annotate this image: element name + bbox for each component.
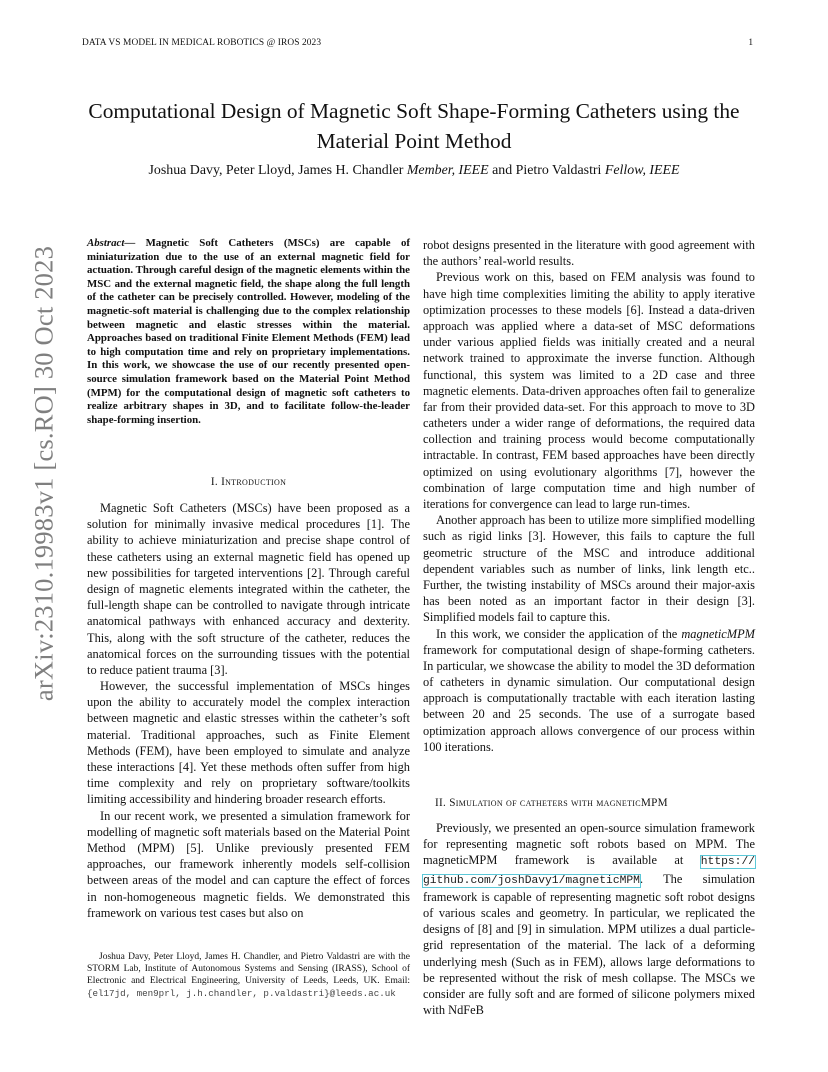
running-title: DATA VS MODEL IN MEDICAL ROBOTICS @ IROS 2023 [82,38,322,48]
introduction-body [87,500,410,921]
right-paragraph-another-approach: Another approach has been to utilize more simplified modelling such as rigid links [3]. However, this fails to capture the full geometric structure of the MSC and introduce additional dependent variables such as number of links, link length etc.. Further, the twisting instability of MSCs around their major-axis has been noted as an important factor in their design [3]. Simplified models fail to capture this. [423,513,755,625]
repository-link-part-1[interactable]: https:// [700,856,755,869]
author-role-2: Fellow, IEEE [604,163,680,178]
intro-paragraph-2: However, the successful implementation of MSCs hinges upon the ability to accurately model the complex interaction between magnetic and elastic stresses within the catheter’s soft material. Traditional approaches, such as Finite Element Methods (FEM), have been employed to simulate and analyze these interactions [4]. Yet these methods often suffer from high time complexity and rely on proprietary software/toolkits limiting accessibility and hindering broader research efforts. [87,679,410,807]
section-heading-simulation [423,797,765,809]
right-paragraph-this-work [423,626,755,756]
authors-part-1: Joshua Davy, Peter Lloyd, James H. Chandler [148,163,407,178]
simulation-text-post: . The simulation framework is capable of representing magnetic soft robot designs of various scales and geometry. In particular, we replicated the designs of [8] and [9] in simulation. MPM utilizes a dual particle-grid representation of the material. The lack of a deforming underlying mesh (Such as in FEM), allows large deformations to be represented without the risk of mesh collapse. The MSCs we consider are fully soft and are formed of silicone polymers mixed with NdFeB [423,871,755,1018]
section-2-title: Simulation of catheters with magneticMPM [449,797,668,809]
paper-title: Computational Design of Magnetic Soft Shape-Forming Catheters using the Material Point Method [88,99,740,153]
section-2-numeral: II. [435,797,450,809]
intro-paragraph-3: In our recent work, we presented a simulation framework for modelling of magnetic soft materials based on the Material Point Method (MPM) [5]. Unlike previously presented FEM approaches, our framework inherently models self-collision between areas of the model and can capture the effect of forces in non-homogeneous magnetic fields. We demonstrated this framework on various test cases but also on [87,808,410,920]
author-list [60,163,768,179]
intro-paragraph-1: Magnetic Soft Catheters (MSCs) have been proposed as a solution for minimally invasive medical procedures [1]. The ability to achieve miniaturization and precise shape control of these catheters using an external magnetic field has opened up new possibilities for targeted interventions [2]. Through careful design of magnetic elements integrated within the catheter, the full-length shape can be controlled to navigate through intricate anatomical pathways with enhanced accuracy and dexterity. This, along with the soft structure of the catheter, reduces the anatomical forces on the surrounding tissues with the potential to reduce patient trauma [3]. [87,501,410,677]
continued-paragraph: robot designs presented in the literature with good agreement with the authors’ real-world results. [423,238,755,269]
simulation-paragraph [423,820,755,1018]
simulation-body [423,820,755,1018]
abstract-label: Abstract [87,237,125,249]
this-work-text-post: framework for computational design of shape-forming catheters. In particular, we showcase the ability to model the 3D deformation of catheters in dynamic simulation. Our computational design approach is computationally tractable with each iteration lasting between 20 and 25 seconds. The use of a surrogate based optimization approach allows convergence of our process within 100 iterations. [423,642,755,754]
abstract-text: — Magnetic Soft Catheters (MSCs) are capable of miniaturization due to the use of an external magnetic field for actuation. Through careful design of the magnetic elements within the MSC and the external magnetic field, the shape along the full length of the catheter can be precisely controlled. However, modeling of the magnetic-soft material is challenging due to the complex relationship between magnetic and elastic stresses within the material. Approaches based on traditional Finite Element Methods (FEM) lead to high computation time and rely on proprietary implementations. In this work, we showcase the use of our recently presented open-source simulation framework based on the Material Point Method (MPM) for the computational design of magnetic soft catheters to realize arbitrary shapes in 3D, and to facilitate follow-the-leader shape-forming insertion. [87,237,410,426]
magneticmpm-term: magneticMPM [681,626,755,641]
section-1-numeral: I. [210,476,222,488]
authors-part-2: and Pietro Valdastri [488,163,605,178]
this-work-text-pre: In this work, we consider the application of the [436,626,682,641]
page-number: 1 [748,38,753,48]
repository-link-part-2[interactable]: github.com/joshDavy1/magneticMPM [423,874,640,887]
right-paragraph-previous-work: Previous work on this, based on FEM analysis was found to have high time complexities limiting the ability to apply iterative optimization processes to these models [6]. Instead a data-driven approach was applied where a data-set of MSC deformations under various applied fields was initially created and a neural network trained to approximate the inverse function. Although functional, this system was limited to a 2D case and three magnetic elements. Data-driven approaches often fail to generalize far from their provided data-set. For this approach to move to 3D catheters under a wider range of deformations, the required data collection and training process would become computationally intractable. In contrast, FEM based approaches have been directly optimized on using evolutionary algorithms [7], however the combination of large computation time and high number of iterations for convergence can lead to large run-times. [423,270,755,511]
simulation-text-pre: Previously, we presented an open-source simulation framework for representing magnetic soft robots based on MPM. The magneticMPM framework is available at [423,821,755,868]
section-1-title: Introduction [221,476,287,488]
footnote-text: Joshua Davy, Peter Lloyd, James H. Chandler, and Pietro Valdastri are with the STORM Lab, Institute of Autonomous Systems and Sensing (IRASS), School of Electronic and Electrical Engineering, University of Leeds, Leeds, UK. Email: [87,952,410,987]
section-heading-introduction [87,476,410,488]
right-column-body [423,237,755,755]
arxiv-identifier-stamp: arXiv:2310.19983v1 [cs.RO] 30 Oct 2023 [28,245,59,702]
author-role-1: Member, IEEE [406,163,489,178]
footnote-emails: {el17jd, men9prl, j.h.chandler, p.valdastri}@leeds.ac.uk [87,987,396,999]
author-affiliation-footnote [87,951,410,1000]
abstract [87,237,410,427]
